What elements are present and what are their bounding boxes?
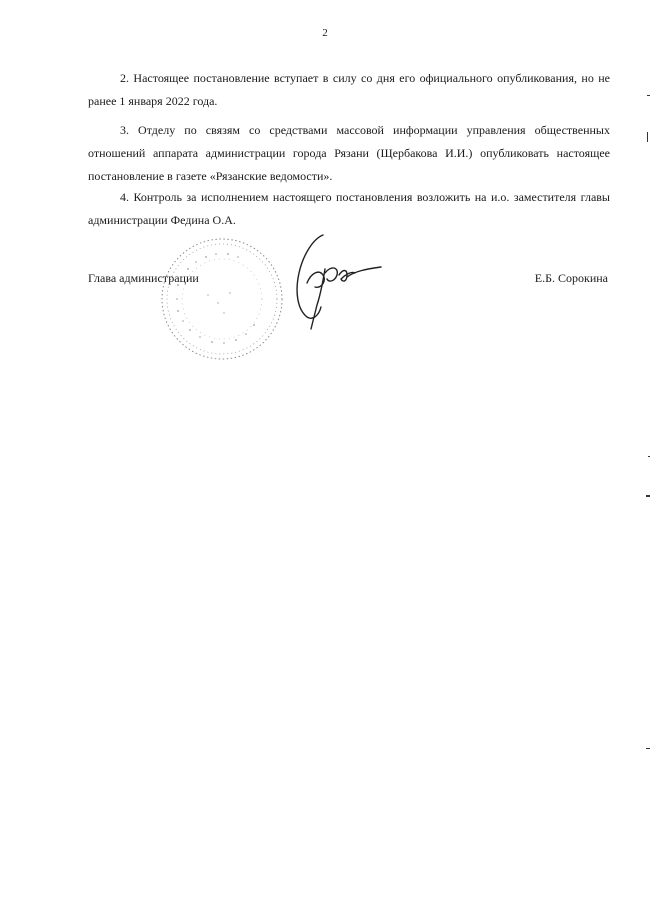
official-seal-icon xyxy=(158,235,286,363)
handwritten-signature-icon xyxy=(285,225,385,345)
signatory-position: Глава администрации xyxy=(88,271,199,285)
signatory-name: Е.Б. Сорокина xyxy=(534,271,608,285)
scan-edge-mark xyxy=(646,748,650,749)
paragraph-3 xyxy=(88,119,610,188)
paragraph-2 xyxy=(88,67,610,113)
scan-edge-mark xyxy=(647,132,648,142)
scan-edge-mark xyxy=(646,495,650,497)
paragraph-4-text: 4. Контроль за исполнением настоящего постановления возложить на и.о. заместителя главы администрации Федина О.А. xyxy=(88,190,610,227)
paragraph-3-text: 3. Отделу по связям со средствами массовой информации управления общественных отношений аппарата администрации города Рязани (Щербакова И.И.) опубликовать настоящее постановление в газете «Рязанские ведомости». xyxy=(88,123,610,183)
paragraph-2-text: 2. Настоящее постановление вступает в силу со дня его официального опубликования, но не ранее 1 января 2022 года. xyxy=(88,71,610,108)
page-number: 2 xyxy=(322,27,328,39)
